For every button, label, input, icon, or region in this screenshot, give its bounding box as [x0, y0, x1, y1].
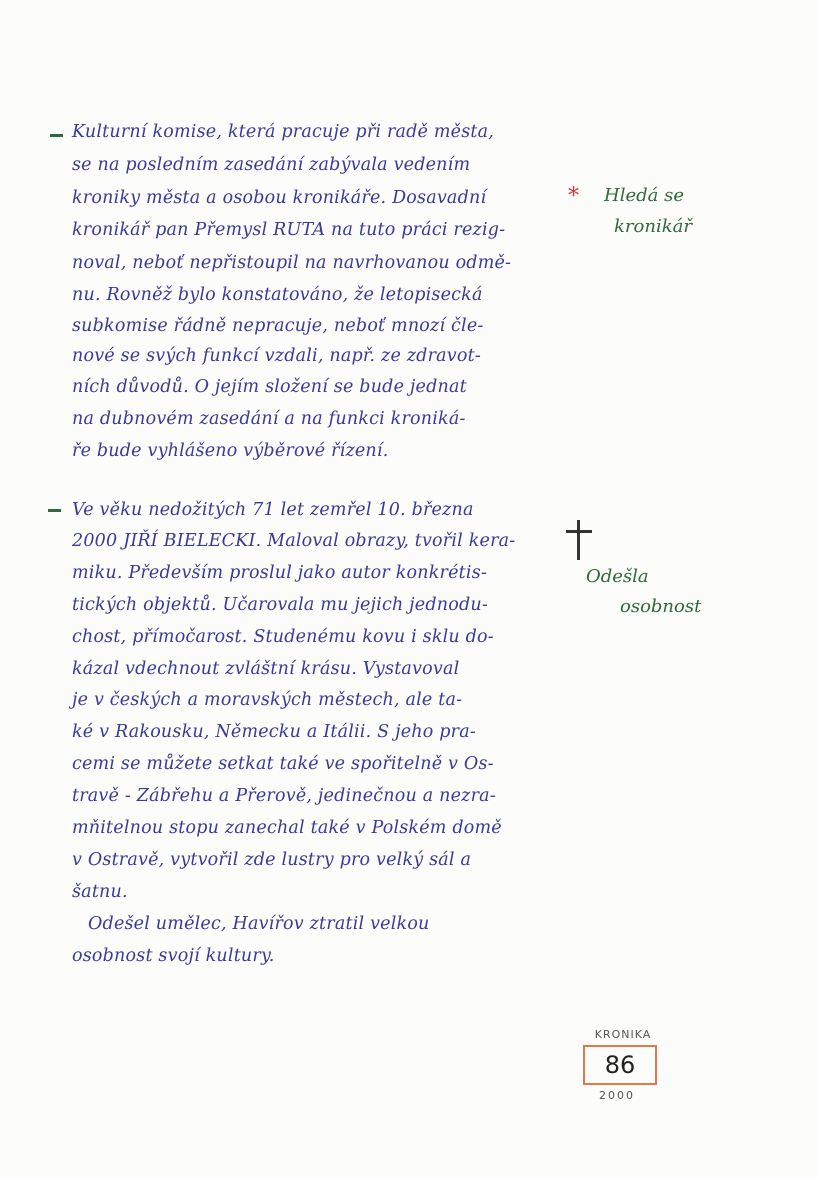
entry2-line: tických objektů. Učarovala mu jejich jednodu-	[72, 595, 488, 615]
margin-note-line: kronikář	[614, 216, 692, 237]
asterisk-icon: *	[568, 184, 579, 209]
entry2-line: kázal vdechnout zvláštní krásu. Vystavoval	[72, 659, 460, 679]
entry1-line: noval, neboť nepřistoupil na navrhovanou odmě-	[72, 253, 512, 273]
entry1-line: nu. Rovněž bylo konstatováno, že letopisecká	[72, 285, 483, 305]
margin-note-line: osobnost	[620, 596, 702, 617]
entry2-line: ké v Rakousku, Německu a Itálii. S jeho pra-	[72, 722, 476, 742]
entry2-line: v Ostravě, vytvořil zde lustry pro velký sál a	[72, 850, 472, 870]
entry1-line: se na posledním zasedání zabývala vedením	[72, 155, 471, 175]
entry2-line: mňitelnou stopu zanechal také v Polském domě	[72, 818, 502, 838]
entry1-line: kronikář pan Přemysl RUTA na tuto práci rezig-	[72, 220, 506, 240]
entry2-line: miku. Především proslul jako autor konkrétis-	[72, 563, 488, 583]
entry2-line: chost, přímočarost. Studenému kovu i sklu do-	[72, 627, 494, 647]
entry2-line: Odešel umělec, Havířov ztratil velkou	[88, 914, 430, 934]
cross-icon	[566, 520, 592, 560]
entry2-line: 2000 JIŘÍ BIELECKI. Maloval obrazy, tvořil kera-	[72, 531, 516, 551]
entry2-line: osobnost svojí kultury.	[72, 946, 275, 966]
entry1-line: Kulturní komise, která pracuje při radě města,	[72, 122, 495, 142]
entry2-line: šatnu.	[72, 882, 128, 902]
entry1-line: kroniky města a osobou kronikáře. Dosavadní	[72, 188, 487, 208]
margin-note-line: Hledá se	[604, 185, 684, 206]
entry2-line: Ve věku nedožitých 71 let zemřel 10. března	[72, 500, 474, 520]
entry1-line: ře bude vyhlášeno výběrové řízení.	[72, 441, 389, 461]
entry2-line: travě - Zábřehu a Přerově, jedinečnou a nezra-	[72, 786, 496, 806]
stamp-year: 2000	[599, 1089, 635, 1102]
stamp-label: KRONIKA	[594, 1028, 652, 1041]
entry-dash-2	[48, 509, 61, 512]
page-number-stamp: 86	[583, 1045, 657, 1085]
entry1-line: subkomise řádně nepracuje, neboť mnozí čle-	[72, 316, 484, 336]
entry-dash-1	[50, 134, 63, 137]
entry2-line: je v českých a moravských městech, ale ta-	[72, 690, 463, 710]
margin-note-line: Odešla	[586, 566, 649, 587]
entry1-line: na dubnovém zasedání a na funkci kroniká-	[72, 409, 466, 429]
entry2-line: cemi se můžete setkat také ve spořitelně v Os-	[72, 754, 494, 774]
entry1-line: ních důvodů. O jejím složení se bude jednat	[72, 377, 467, 397]
entry1-line: nové se svých funkcí vzdali, např. ze zdravot-	[72, 346, 481, 366]
